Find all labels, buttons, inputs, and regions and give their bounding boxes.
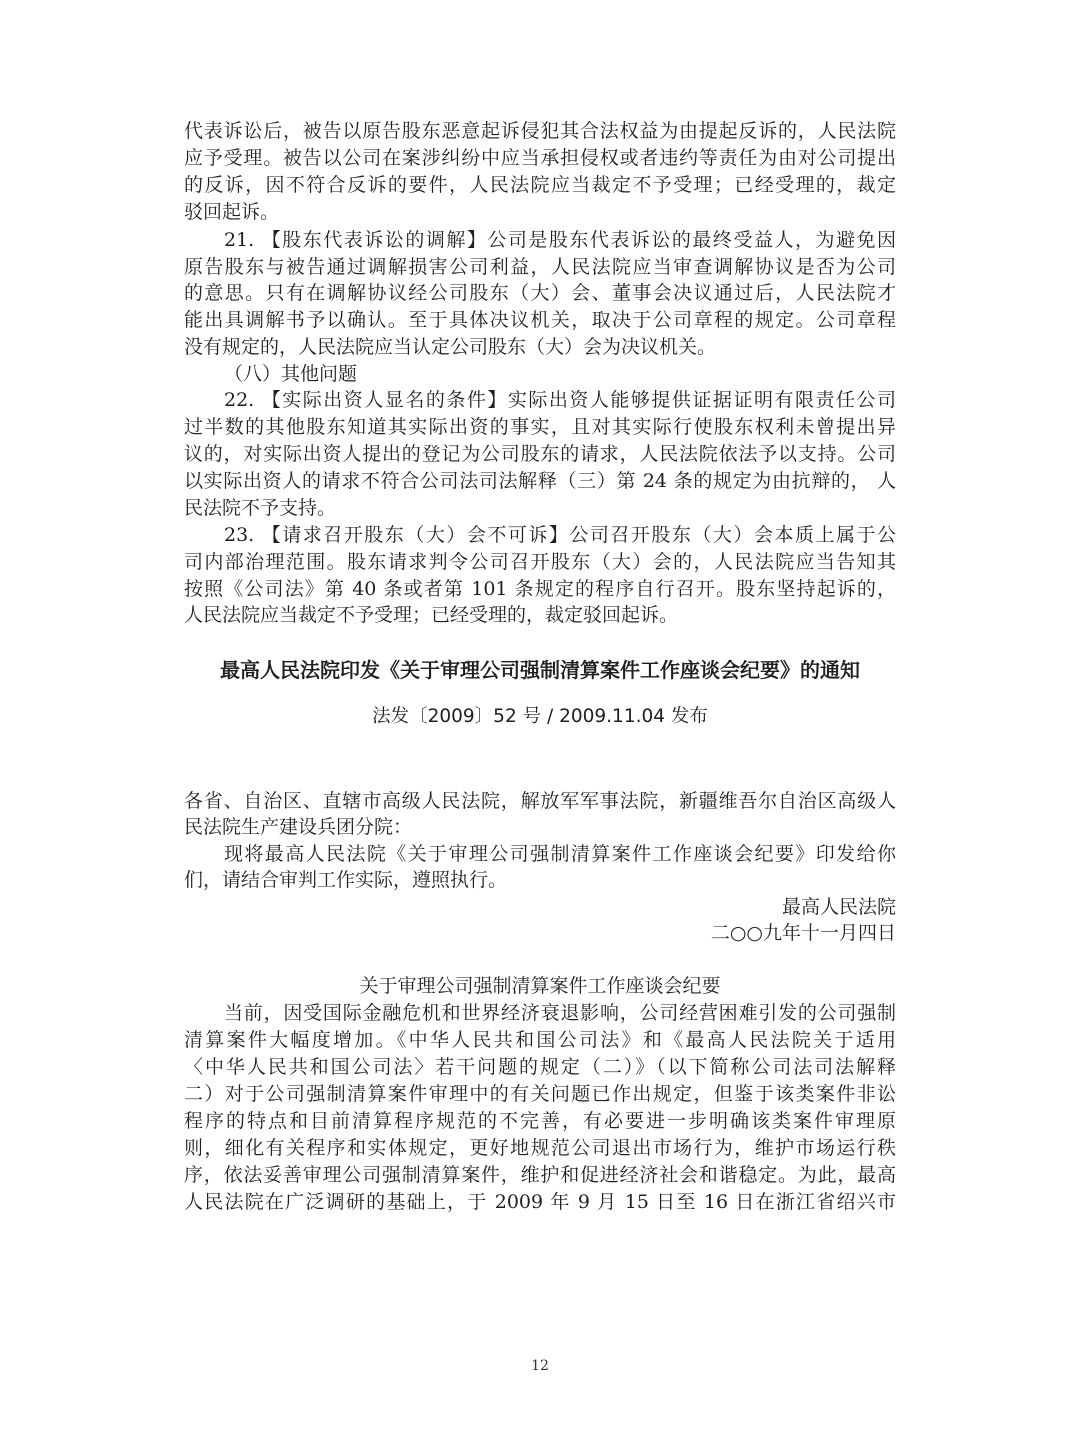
addressee-line: 各省、自治区、直辖市高级人民法院，解放军军事法院，新疆维吾尔自治区高级人 <box>184 790 896 812</box>
paragraph-line: 21. 【股东代表诉讼的调解】公司是股东代表诉讼的最终受益人，为避免因 <box>224 229 896 251</box>
paragraph-line: 司内部治理范围。股东请求判令公司召开股东（大）会的，人民法院应当告知其 <box>184 551 896 573</box>
paragraph-line: 23. 【请求召开股东（大）会不可诉】公司召开股东（大）会本质上属于公 <box>224 524 896 546</box>
paragraph-line: 代表诉讼后，被告以原告股东恶意起诉侵犯其合法权益为由提起反诉的，人民法院 <box>184 120 896 142</box>
paragraph-line: 清算案件大幅度增加。《中华人民共和国公司法》和《最高人民法院关于适用 <box>184 1029 896 1051</box>
paragraph-line: 原告股东与被告通过调解损害公司利益，人民法院应当审查调解协议是否为公司 <box>184 256 896 278</box>
section-heading: （八）其他问题 <box>224 363 358 385</box>
paragraph-line: 应予受理。被告以公司在案涉纠纷中应当承担侵权或者违约等责任为由对公司提出 <box>184 147 896 169</box>
paragraph-line: 过半数的其他股东知道其实际出资的事实，且对其实际行使股东权利未曾提出异 <box>184 416 896 438</box>
paragraph-line: 二）对于公司强制清算案件审理中的有关问题已作出规定，但鉴于该类案件非讼 <box>184 1083 896 1105</box>
paragraph-line: 现将最高人民法院《关于审理公司强制清算案件工作座谈会纪要》印发给你 <box>224 843 896 865</box>
issue-date: 二○○九年十一月四日 <box>710 922 896 944</box>
paragraph-line: 则，细化有关程序和实体规定，更好地规范公司退出市场行为，维护市场运行秩 <box>184 1137 896 1159</box>
issuer-signature: 最高人民法院 <box>781 896 896 918</box>
page-number: 12 <box>531 1358 549 1374</box>
paragraph-line: 的意思。只有在调解协议经公司股东（大）会、董事会决议通过后，人民法院才 <box>184 282 896 304</box>
paragraph-line: 人民法院应当裁定不予受理；已经受理的，裁定驳回起诉。 <box>184 604 679 626</box>
paragraph-line: 以实际出资人的请求不符合公司法司法解释（三）第 24 条的规定为由抗辩的， 人 <box>184 470 896 492</box>
paragraph-line: 序，依法妥善审理公司强制清算案件，维护和促进经济社会和谐稳定。为此，最高 <box>184 1164 896 1186</box>
paragraph-line: 驳回起诉。 <box>184 201 280 223</box>
paragraph-line: 们，请结合审判工作实际，遵照执行。 <box>184 869 508 891</box>
paragraph-line: 议的，对实际出资人提出的登记为公司股东的请求，人民法院依法予以支持。公司 <box>184 443 896 465</box>
minutes-heading: 关于审理公司强制清算案件工作座谈会纪要 <box>359 975 721 997</box>
paragraph-line: 按照《公司法》第 40 条或者第 101 条规定的程序自行召开。股东坚持起诉的， <box>184 578 896 600</box>
paragraph-line: 没有规定的，人民法院应当认定公司股东（大）会为决议机关。 <box>184 336 717 358</box>
paragraph-line: 当前，因受国际金融危机和世界经济衰退影响，公司经营困难引发的公司强制 <box>224 1002 896 1024</box>
paragraph-line: 人民法院在广泛调研的基础上，于 2009 年 9 月 15 日至 16 日在浙江省绍兴市 <box>184 1191 896 1213</box>
paragraph-line: 22. 【实际出资人显名的条件】实际出资人能够提供证据证明有限责任公司 <box>224 389 896 411</box>
paragraph-line: 程序的特点和目前清算程序规范的不完善，有必要进一步明确该类案件审理原 <box>184 1110 896 1132</box>
notice-subtitle: 法发〔2009〕52 号 / 2009.11.04 发布 <box>372 706 708 727</box>
paragraph-line: 民法院不予支持。 <box>184 497 337 519</box>
paragraph-line: 〈中华人民共和国公司法〉若干问题的规定（二）》（以下简称公司法司法解释 <box>184 1056 896 1078</box>
paragraph-line: 能出具调解书予以确认。至于具体决议机关，取决于公司章程的规定。公司章程 <box>184 309 896 331</box>
addressee-line: 民法院生产建设兵团分院： <box>184 816 413 838</box>
paragraph-line: 的反诉，因不符合反诉的要件，人民法院应当裁定不予受理；已经受理的，裁定 <box>184 174 896 196</box>
notice-title: 最高人民法院印发《关于审理公司强制清算案件工作座谈会纪要》的通知 <box>220 658 860 682</box>
